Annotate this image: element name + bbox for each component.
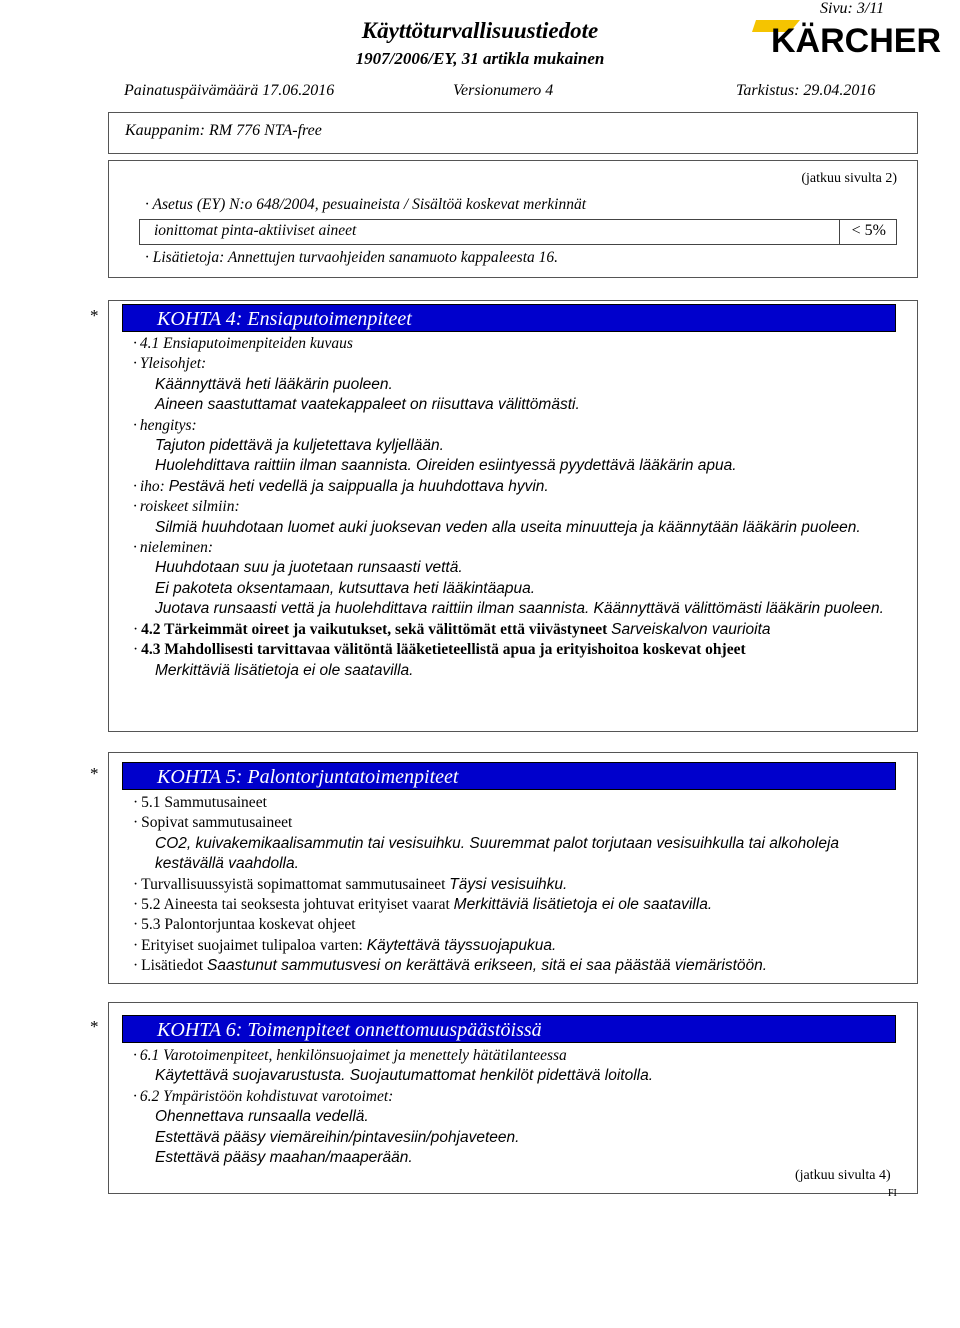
- heading-4-3: 4.3 Mahdollisesti tarvittavaa välitöntä lääketieteellistä apua ja erityishoitoa koskevat ohjeet: [141, 641, 746, 659]
- section-6-header: [122, 1015, 896, 1043]
- version-number: Versionumero 4: [453, 82, 554, 99]
- ingestion-text-1: Huuhdotaan suu ja juotetaan runsaasti vettä.: [155, 559, 463, 577]
- karcher-logo: [752, 16, 960, 58]
- unsuitable-label: Turvallisuussyistä sopimattomat sammutusaineet: [141, 875, 446, 893]
- section-5-content: · 5.1 Sammutusaineet · Sopivat sammutusaineet CO2, kuivakemikaalisammutin tai vesisuihku. Suuremmat palot torjutaan vesisuihkulla tai alkoholeja kestävällä vaahdolla. · Turvallisuussyistä sopimattomat sammutusaineet Täysi vesisuihku. · 5.2 Aineesta tai seoksesta johtuvat erityiset vaarat Merkittäviä lisätietoja ei ole saatavilla. · 5.3 Palontorjuntaa koskevat ohjeet · Erityiset suojaimet tulipaloa varten: Käytettävä täyssuojapukua. · Lisätiedot Saastunut sammutusvesi on kerättävä erikseen, sitä ei saa päästää viemäristöön.: [133, 793, 903, 977]
- eye-text: Silmiä huuhdotaan luomet auki juoksevan veden alla useita minuutteja ja käännytään lääkärin puoleen.: [155, 518, 861, 536]
- brand-wordmark: KÄRCHER: [771, 22, 941, 58]
- language-code: FI: [888, 1188, 897, 1199]
- revision-star: *: [90, 764, 99, 783]
- heading-6-1-text: Käytettävä suojavarustusta. Suojautumattomat henkilöt pidettävä loitolla.: [155, 1067, 654, 1085]
- general-text-2: Aineen saastuttamat vaatekappaleet on riisuttava välittömästi.: [155, 396, 580, 414]
- section-4-header: [122, 304, 896, 332]
- heading-4-3-text: Merkittäviä lisätietoja ei ole saatavilla.: [155, 661, 414, 679]
- revision-star: *: [90, 1017, 99, 1036]
- info-label: Lisätiedot: [141, 957, 204, 975]
- heading-5-3: 5.3 Palontorjuntaa koskevat ohjeet: [141, 916, 356, 934]
- skin-label: iho:: [139, 477, 165, 495]
- trade-name-box: [108, 112, 918, 154]
- surfactant-cell: [839, 220, 896, 244]
- document-title: Käyttöturvallisuustiedote: [361, 18, 599, 43]
- skin-text: Pestävä heti vedellä ja saippualla ja huuhdottava hyvin.: [168, 477, 549, 495]
- unsuitable-text: Täysi vesisuihku.: [449, 875, 568, 893]
- print-date: Painatuspäivämäärä 17.06.2016: [124, 82, 335, 99]
- suitable-label: Sopivat sammutusaineet: [141, 814, 293, 832]
- additional-info: · Lisätietoja: Annettujen turvaohjeiden sanamuoto kappaleesta 16.: [145, 249, 559, 266]
- ingestion-text-3: Juotava runsaasti vettä ja huolehdittava raittiin ilman saannista. Käännyttävä välittömästi lääkärin puoleen.: [155, 600, 884, 618]
- section-6-content: · 6.1 Varotoimenpiteet, henkilönsuojaimet ja menettely hätätilanteessa Käytettävä suojavarustusta. Suojautumattomat henkilöt pidettävä loitolla. · 6.2 Ympäristöön kohdistuvat varotoimet: Ohennettava runsaalla vedellä. Estettävä pääsy viemäreihin/pintavesiin/pohjaveteen. Estettävä pääsy maahan/maaperään.: [133, 1046, 903, 1168]
- section-5-header: [122, 762, 896, 790]
- general-text-1: Käännyttävä heti lääkärin puoleen.: [155, 375, 393, 393]
- ingestion-label: nieleminen:: [139, 539, 214, 557]
- inhalation-text-1: Tajuton pidettävä ja kuljetettava kyljellään.: [155, 437, 444, 455]
- regulation-heading: · Asetus (EY) N:o 648/2004, pesuaineista / Sisältöä koskevat merkinnät: [145, 196, 586, 213]
- heading-6-2: 6.2 Ympäristöön kohdistuvat varotoimet:: [139, 1087, 394, 1105]
- inhalation-text-2: Huolehdittava raittiin ilman saannista. Oireiden esiintyessä pyydettävä lääkärin apua.: [155, 457, 737, 475]
- section-6-title: KOHTA 6: Toimenpiteet onnettomuuspäästöissä: [157, 1019, 542, 1041]
- revision-star: *: [90, 306, 99, 325]
- general-label: Yleisohjet:: [139, 355, 207, 373]
- ingestion-text-2: Ei pakoteta oksentamaan, kutsuttava heti lääkintäapua.: [155, 579, 535, 597]
- surfactant-label: ionittomat pinta-aktiiviset aineet: [154, 222, 357, 239]
- heading-5-2: 5.2 Aineesta tai seoksesta johtuvat erityiset vaarat: [141, 896, 450, 914]
- inhalation-label: hengitys:: [139, 416, 197, 434]
- info-text: Saastunut sammutusvesi on kerättävä erikseen, sitä ei saa päästää viemäristöön.: [207, 957, 768, 975]
- section-4-title: KOHTA 4: Ensiaputoimenpiteet: [157, 308, 412, 330]
- page-number: Sivu: 3/11: [820, 0, 885, 17]
- section-5-title: KOHTA 5: Palontorjuntatoimenpiteet: [157, 766, 459, 788]
- regulation-table-row: [139, 219, 897, 245]
- trade-name: Kauppanim: RM 776 NTA-free: [125, 122, 322, 139]
- section-4-content: · 4.1 Ensiaputoimenpiteiden kuvaus · Yleisohjet: Käännyttävä heti lääkärin puoleen. Aineen saastuttamat vaatekappaleet on riisuttava välittömästi. · hengitys: Tajuton pidettävä ja kuljetettava kyljellään. Huolehdittava raittiin ilman saannista. Oireiden esiintyessä pyydettävä lääkärin apua. · iho: Pestävä heti vedellä ja saippualla ja huuhdottava hyvin. · roiskeet silmiin: Silmiä huuhdotaan luomet auki juoksevan veden alla useita minuutteja ja käännytään lääkärin puoleen. · nieleminen: Huuhdotaan suu ja juotetaan runsaasti vettä. Ei pakoteta oksentamaan, kutsuttava heti lääkintäapua. Juotava runsaasti vettä ja huolehdittava raittiin ilman saannista. Käännyttävä välittömästi lääkärin puoleen. · 4.2 Tärkeimmät oireet ja vaikutukset, sekä välittömät että viivästyneet Sarveiskalvon vaurioita · 4.3 Mahdollisesti tarvittavaa välitöntä lääketieteellistä apua ja erityishoitoa koskevat ohjeet Merkittäviä lisätietoja ei ole saatavilla.: [133, 334, 903, 681]
- heading-6-2-text-1: Ohennettava runsaalla vedellä.: [155, 1108, 369, 1126]
- heading-4-2-text: Sarveiskalvon vaurioita: [611, 620, 771, 638]
- continuation-top: (jatkuu sivulta 2): [801, 171, 897, 186]
- heading-5-2-text: Merkittäviä lisätietoja ei ole saatavilla.: [453, 896, 713, 914]
- document-subtitle: 1907/2006/EY, 31 artikla mukainen: [355, 49, 605, 68]
- heading-6-1: 6.1 Varotoimenpiteet, henkilönsuojaimet ja menettely hätätilanteessa: [139, 1047, 567, 1064]
- regulation-box: [108, 160, 918, 278]
- heading-6-2-text-3: Estettävä pääsy maahan/maaperään.: [155, 1149, 413, 1167]
- ppe-text: Käytettävä täyssuojapukua.: [366, 936, 557, 954]
- continuation-bottom: (jatkuu sivulta 4): [795, 1168, 891, 1183]
- suitable-text: CO2, kuivakemikaalisammutin tai vesisuihku. Suuremmat palot torjutaan vesisuihkulla tai alkoholeja kestävällä vaahdolla.: [155, 834, 840, 873]
- eye-label: roiskeet silmiin:: [139, 498, 240, 516]
- surfactant-value: < 5%: [851, 222, 886, 239]
- heading-5-1: 5.1 Sammutusaineet: [141, 794, 267, 811]
- ppe-label: Erityiset suojaimet tulipaloa varten:: [141, 936, 363, 954]
- heading-6-2-text-2: Estettävä pääsy viemäreihin/pintavesiin/pohjaveteen.: [155, 1128, 520, 1146]
- revision-date: Tarkistus: 29.04.2016: [736, 82, 876, 99]
- heading-4-1: 4.1 Ensiaputoimenpiteiden kuvaus: [139, 335, 353, 352]
- heading-4-2: 4.2 Tärkeimmät oireet ja vaikutukset, sekä välittömät että viivästyneet: [141, 620, 608, 638]
